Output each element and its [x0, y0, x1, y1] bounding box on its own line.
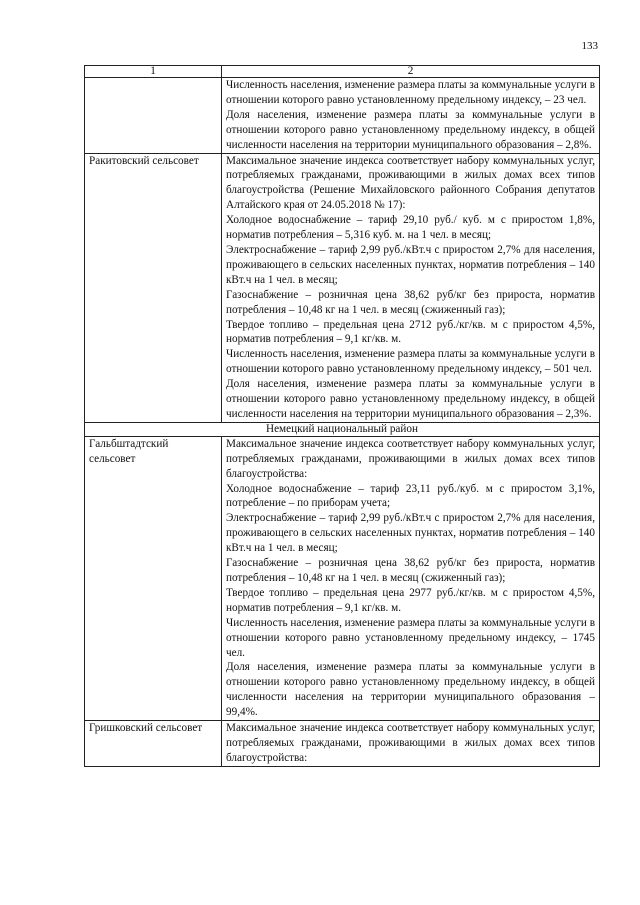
table-row — [85, 721, 600, 767]
paragraph: Максимальное значение индекса соответствует набору коммунальных услуг, потребляемых гражданами, проживающими в жилых домах всех типов благоустройства (Решение Михайловского районного Собрания депутатов Алтайского края от 24.05.2018 № 17): — [226, 154, 595, 212]
paragraph: Максимальное значение индекса соответствует набору коммунальных услуг, потребляемых гражданами, проживающими в жилых домах всех типов благоустройства: — [226, 722, 595, 764]
paragraph: Холодное водоснабжение – тариф 29,10 руб./ куб. м с приростом 1,8%, норматив потребления – 5,316 куб. м. на 1 чел. в месяц; — [226, 214, 595, 242]
indicator-cell — [222, 436, 600, 720]
municipality-name: Гальбштадтский сельсовет — [85, 436, 222, 720]
region-row — [85, 422, 600, 436]
paragraph: Электроснабжение – тариф 2,99 руб./кВт.ч с приростом 2,7% для населения, проживающего в сельских населенных пунктах, норматив потребления – 140 кВт.ч на 1 чел. в месяц; — [226, 512, 595, 555]
paragraph: Газоснабжение – розничная цена 38,62 руб/кг без прироста, норматив потребления – 10,48 кг на 1 чел. в месяц (сжиженный газ); — [226, 288, 595, 316]
paragraph: Электроснабжение – тариф 2,99 руб./кВт.ч с приростом 2,7% для населения, проживающего в сельских населенных пунктах, норматив потребления – 140 кВт.ч на 1 чел. в месяц; — [226, 243, 595, 286]
table-row — [85, 78, 600, 154]
column-header-2: 2 — [222, 66, 600, 78]
region-title: Немецкий национальный район — [85, 422, 600, 436]
indicator-cell — [222, 78, 600, 154]
paragraph: Максимальное значение индекса соответствует набору коммунальных услуг, потребляемых гражданами, проживающими в жилых домах всех типов благоустройства: — [226, 437, 595, 480]
municipality-name: Гришковский сельсовет — [85, 721, 222, 767]
paragraph: Численность населения, изменение размера платы за коммунальные услуги в отношении которого равно установленному предельному индексу, – 501 чел. — [226, 348, 595, 376]
municipality-name — [85, 78, 222, 154]
paragraph: Твердое топливо – предельная цена 2712 руб./кг/кв. м с приростом 4,5%, норматив потребления – 9,1 кг/кв. м. — [226, 318, 595, 346]
paragraph: Численность населения, изменение размера платы за коммунальные услуги в отношении которого равно установленному предельному индексу, – 1745 чел. — [226, 616, 595, 659]
column-header-1: 1 — [85, 66, 222, 78]
paragraph: Доля населения, изменение размера платы за коммунальные услуги в отношении которого равно установленному предельному индексу, в общей численности населения на территории муниципального образования – 2,3%. — [226, 378, 595, 420]
paragraph: Численность населения, изменение размера платы за коммунальные услуги в отношении которого равно установленному предельному индексу, – 23 чел. — [226, 79, 595, 106]
paragraph: Доля населения, изменение размера платы за коммунальные услуги в отношении которого равно установленному предельному индексу, в общей численности населения на территории муниципального образования – 2,8%. — [226, 108, 595, 151]
paragraph: Газоснабжение – розничная цена 38,62 руб/кг без прироста, норматив потребления – 10,48 кг на 1 чел. в месяц (сжиженный газ); — [226, 557, 595, 584]
paragraph: Доля населения, изменение размера платы за коммунальные услуги в отношении которого равно установленному предельному индексу, в общей численности населения на территории муниципального образования – 99,4%. — [226, 661, 595, 719]
municipality-name: Ракитовский сельсовет — [85, 153, 222, 422]
table-header-row — [85, 66, 600, 78]
paragraph: Холодное водоснабжение – тариф 23,11 руб./куб. м с приростом 3,1%, потребление – по приборам учета; — [226, 482, 595, 510]
indicator-cell — [222, 721, 600, 767]
table-row — [85, 436, 600, 720]
tariff-table — [84, 65, 600, 767]
page-number: 133 — [581, 40, 598, 52]
table-row — [85, 153, 600, 422]
paragraph: Твердое топливо – предельная цена 2977 руб./кг/кв. м с приростом 4,5%, норматив потребления – 9,1 кг/кв. м. — [226, 586, 595, 614]
indicator-cell — [222, 153, 600, 422]
